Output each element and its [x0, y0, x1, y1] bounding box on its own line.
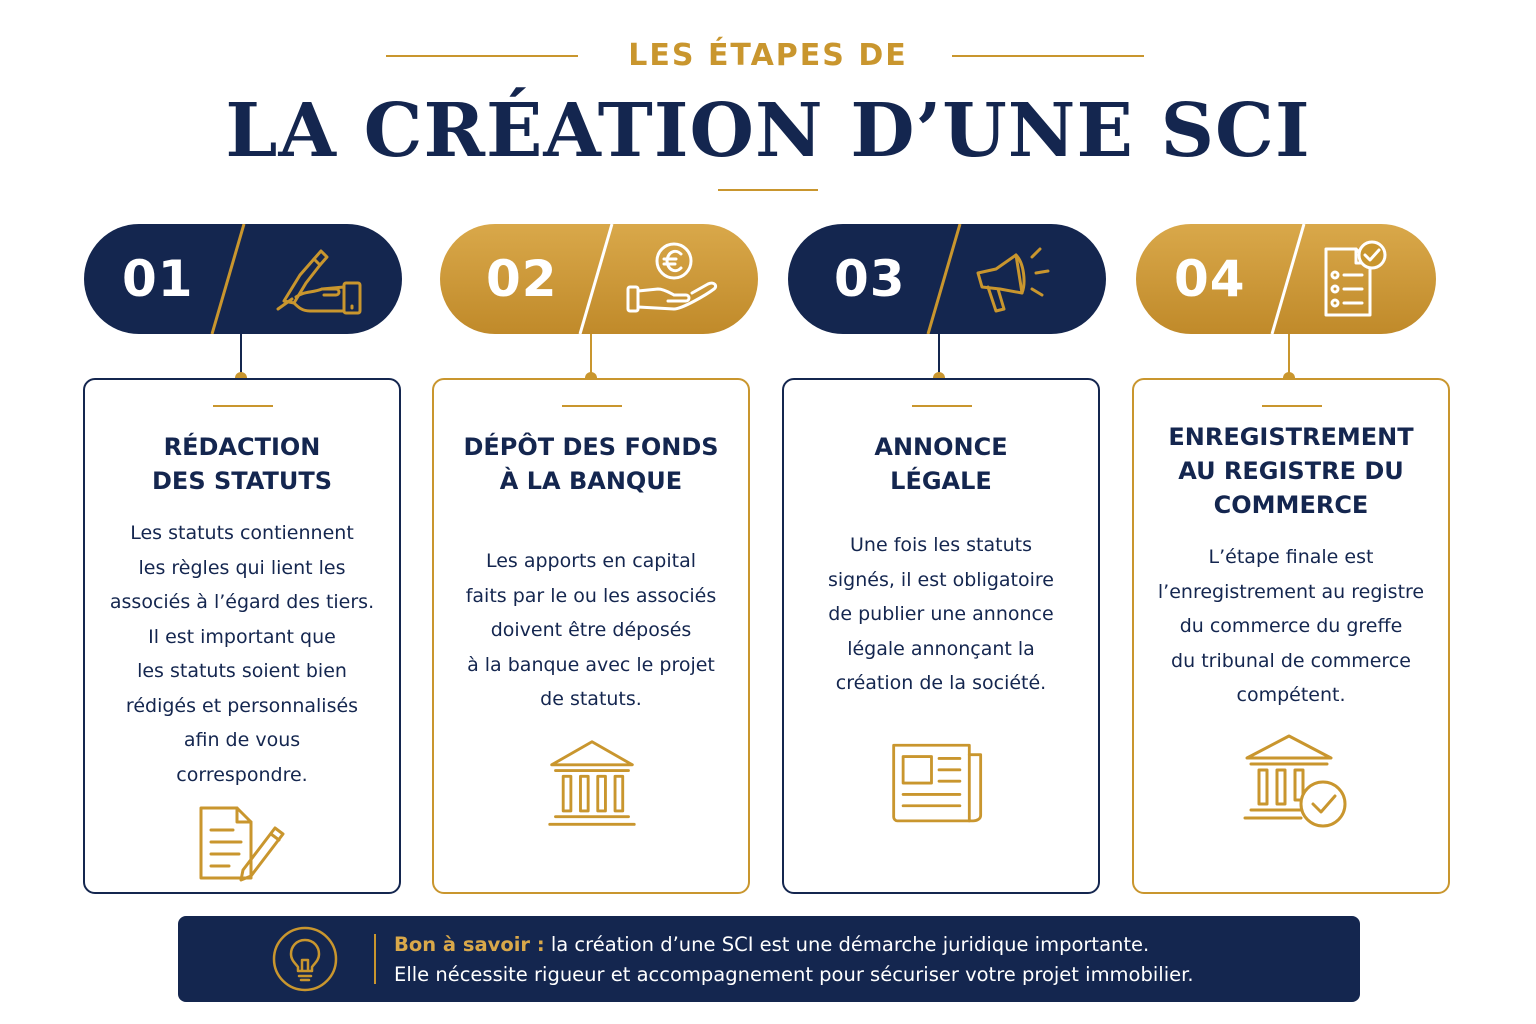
tip-text: [394, 930, 1194, 990]
document-pen-icon: [189, 804, 299, 884]
card-rule: [213, 405, 273, 407]
step-4-number: 04: [1174, 250, 1246, 308]
step-3-card: [782, 378, 1100, 894]
step-1-body: Les statuts contiennent les règles qui lient les associés à l’égard des tiers. Il est important que les statuts soient bien rédigés et personnalisés afin de vous correspondre.: [109, 522, 375, 786]
step-2-title: DÉPÔT DES FONDS À LA BANQUE: [463, 433, 719, 495]
step-3-number: 03: [834, 250, 906, 308]
step-2-number: 02: [486, 250, 558, 308]
lightbulb-icon: [272, 926, 338, 992]
tip-line-2: Elle nécessite rigueur et accompagnement pour sécuriser votre projet immobilier.: [394, 963, 1194, 986]
tip-separator: [374, 934, 376, 984]
bank-building-icon: [544, 736, 640, 832]
header-kicker: LES ÉTAPES DE: [628, 38, 908, 73]
tip-line-1-text: la création d’une SCI est une démarche juridique importante.: [544, 933, 1150, 956]
newspaper-icon: [888, 740, 992, 828]
step-3-title: ANNONCE LÉGALE: [874, 433, 1008, 495]
step-1-title: RÉDACTION DES STATUTS: [152, 433, 332, 495]
bank-check-icon: [1242, 730, 1354, 830]
tip-lead: Bon à savoir :: [394, 933, 545, 956]
step-2-card: [432, 378, 750, 894]
step-1-card: [83, 378, 401, 894]
tip-line-1: [394, 930, 1194, 960]
step-3-body: Une fois les statuts signés, il est obligatoire de publier une annonce légale annonçant la création de la société.: [827, 534, 1054, 694]
step-4-title: ENREGISTREMENT AU REGISTRE DU COMMERCE: [1168, 423, 1414, 519]
megaphone-icon: [966, 239, 1066, 319]
card-rule: [562, 405, 622, 407]
step-3-pill: [788, 224, 1106, 334]
step-2-pill: [440, 224, 758, 334]
step-1-number: 01: [122, 250, 194, 308]
card-rule: [1262, 405, 1322, 407]
card-rule: [912, 405, 972, 407]
step-2-body: Les apports en capital faits par le ou les associés doivent être déposés à la banque avec le projet de statuts.: [465, 550, 717, 710]
title-underline: [718, 189, 818, 191]
hand-signing-pen-icon: [274, 239, 374, 319]
hand-euro-coin-icon: [622, 239, 722, 319]
page-title: LA CRÉATION D’UNE SCI: [225, 88, 1311, 174]
tip-banner: [178, 916, 1360, 1002]
step-1-pill: [84, 224, 402, 334]
step-4-card: [1132, 378, 1450, 894]
checklist-document-icon: [1302, 236, 1402, 322]
step-4-body: L’étape finale est l’enregistrement au registre du commerce du greffe du tribunal de commerce compétent.: [1157, 546, 1425, 706]
step-4-pill: [1136, 224, 1436, 334]
